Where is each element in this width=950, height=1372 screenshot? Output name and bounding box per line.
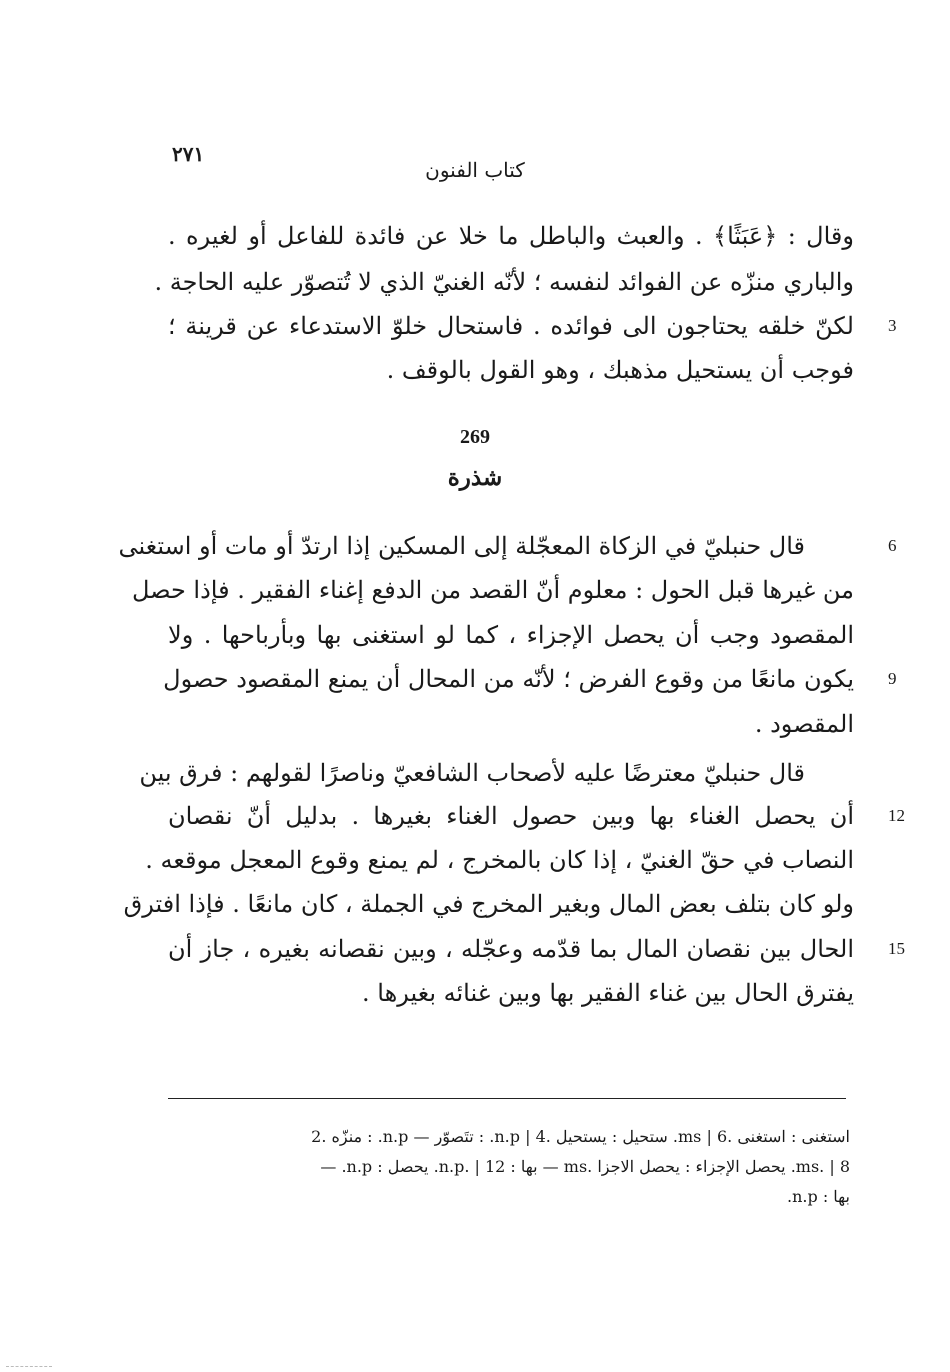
line-number: 12 [888,806,905,825]
text-line: الحال بين نقصان المال بما قدّمه وعجّله ، وبين نقصانه بغيره ، جاز أن [168,935,854,963]
footnote-line: ms. | 8. يحصل الإجزاء : يحصل الاجزا .ms — بها : n.p. | 12. يحصل : n.p. — [320,1157,850,1176]
text-line: المقصود . [754,710,854,738]
text-line: قال حنبليّ معترضًا عليه لأصحاب الشافعيّ وناصرًا لقولهم : فرق بين [139,759,805,787]
running-title: كتاب الفنون [425,158,525,182]
footnote-line: استغنى : استغنى .6 | ms. ستحيل : يستحيل .4 | n.p. : تتَصوّر — n.p. : منزّه .2 [311,1127,850,1146]
text-line: وقال : ﴿عَبَثًا﴾ . والعبث والباطل ما خلا عن فائدة للفاعل أو لغيره . [168,222,854,250]
scan-mark [6,1366,52,1367]
footnote-rule [168,1098,846,1099]
text-line: المقصود وجب أن يحصل الإجزاء ، كما لو استغنى بها وبأرباحها . ولا [168,621,854,649]
footnote-line: بها : n.p. [787,1187,850,1206]
section-title: شذرة [447,464,503,491]
text-line: يفترق الحال بين غناء الفقير بها وبين غنائه بغيرها . [362,979,854,1007]
line-number: 9 [888,669,897,688]
line-number: 6 [888,536,897,555]
line-number: 15 [888,939,905,958]
text-line: النصاب في حقّ الغنيّ ، إذا كان بالمخرج ، لم يمنع وقوع المعجل موقعه . [145,846,854,874]
text-line: فوجب أن يستحيل مذهبك ، وهو القول بالوقف . [386,356,854,384]
text-line: ولو كان بتلف بعض المال وبغير المخرج في الجملة ، كان مانعًا . فإذا افترق [123,890,854,918]
text-line: والباري منزّه عن الفوائد لنفسه ؛ لأنّه الغنيّ الذي لا تُتصوّر عليه الحاجة . [154,268,854,296]
text-line: لكنّ خلقه يحتاجون الى فوائده . فاستحال خلوّ الاستدعاء عن قرينة ؛ [168,312,854,340]
text-line: يكون مانعًا من وقوع الفرض ؛ لأنّه من المحال أن يمنع المقصود حصول [163,665,854,693]
section-number: 269 [460,426,490,448]
line-number: 3 [888,316,897,335]
text-line: أن يحصل الغناء بها وبين حصول الغناء بغيرها . بدليل أنّ نقصان [168,802,854,830]
text-line: قال حنبليّ في الزكاة المعجّلة إلى المسكين إذا ارتدّ أو مات أو استغنى [118,532,805,560]
page-number: ٢٧١ [172,142,205,166]
text-line: من غيرها قبل الحول : معلوم أنّ القصد من الدفع إغناء الفقير . فإذا حصل [131,576,854,604]
